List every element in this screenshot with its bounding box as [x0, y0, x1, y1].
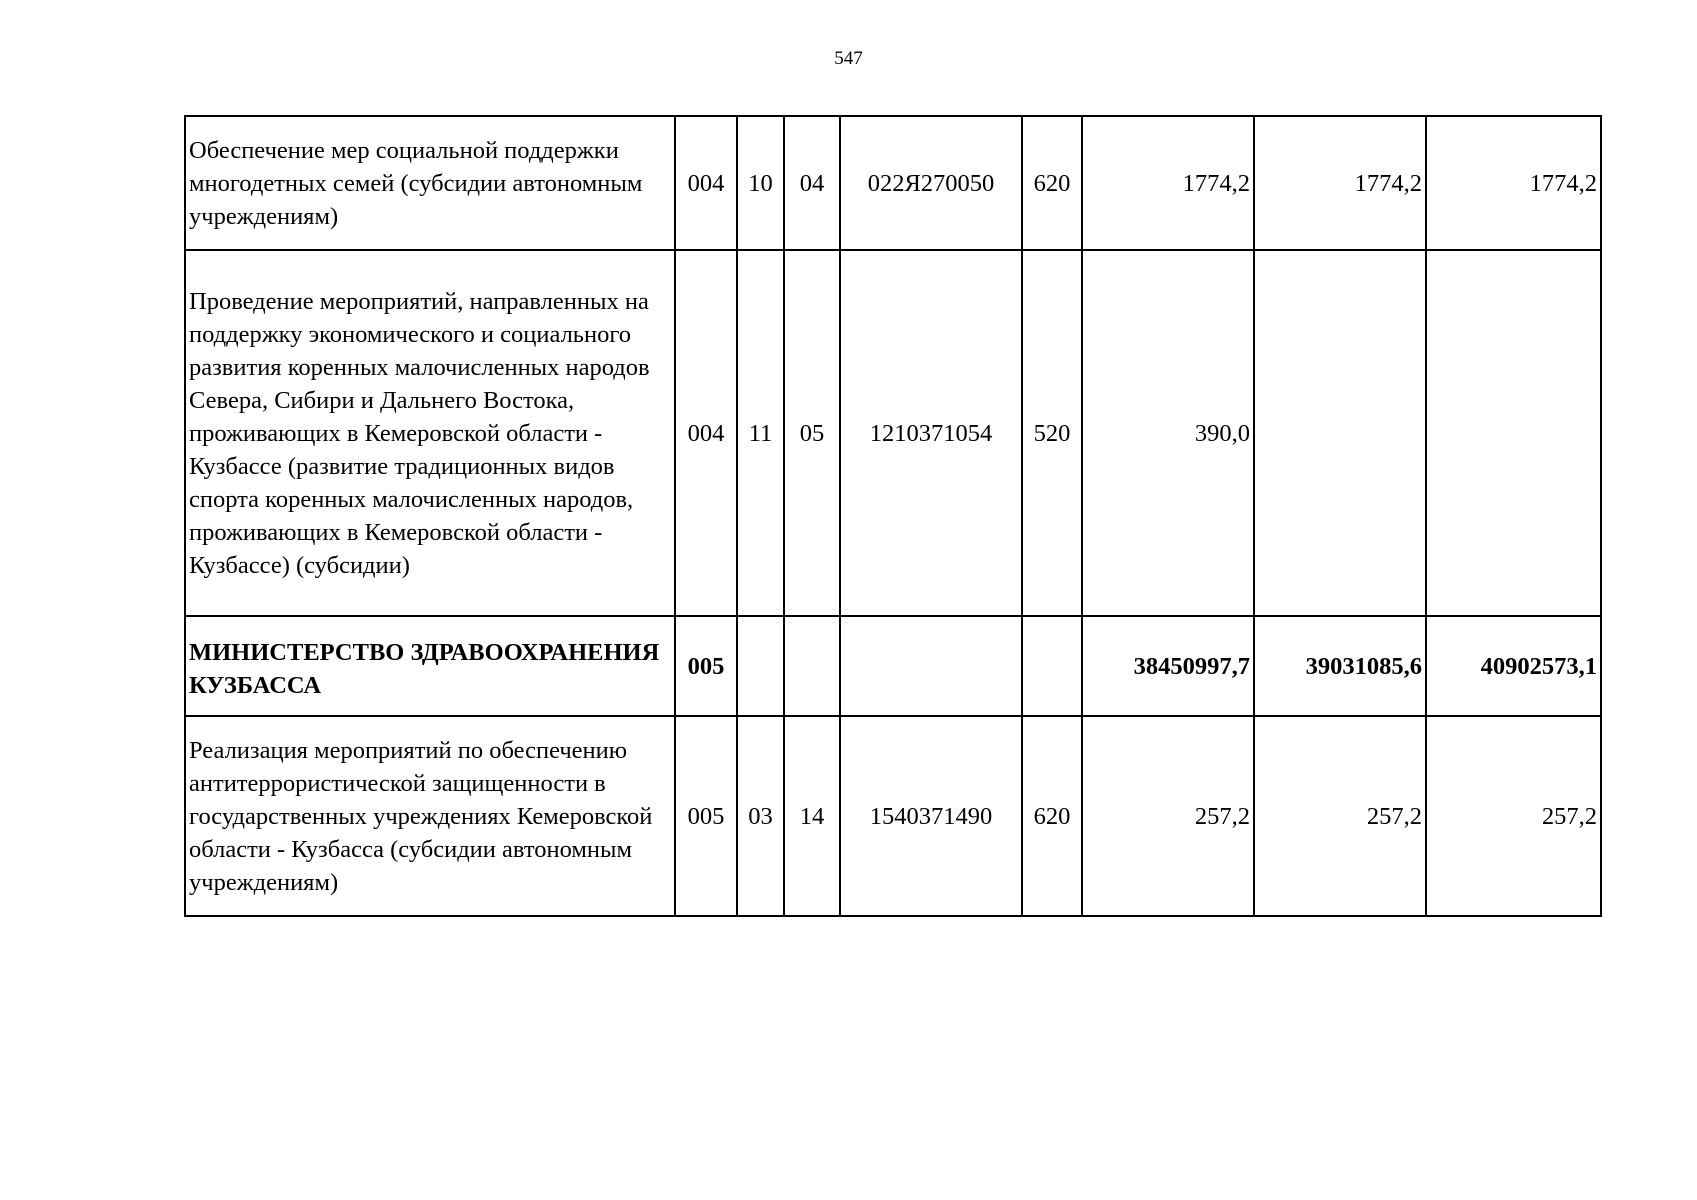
table-row [185, 250, 1601, 616]
amount-year-3: 40902573,1 [1426, 616, 1601, 716]
row-name: Обеспечение мер социальной поддержки многодетных семей (субсидии автономным учреждениям) [185, 116, 675, 250]
amount-year-3: 1774,2 [1426, 116, 1601, 250]
expense-type-code [1022, 616, 1082, 716]
ministry-code: 005 [675, 716, 737, 916]
amount-year-3 [1426, 250, 1601, 616]
subsection-code: 04 [784, 116, 840, 250]
subsection-code [784, 616, 840, 716]
ministry-code: 004 [675, 116, 737, 250]
section-code: 10 [737, 116, 784, 250]
amount-year-2: 257,2 [1254, 716, 1426, 916]
section-code [737, 616, 784, 716]
row-name: МИНИСТЕРСТВО ЗДРАВООХРАНЕНИЯ КУЗБАССА [185, 616, 675, 716]
subsection-code: 05 [784, 250, 840, 616]
table-row [185, 116, 1601, 250]
budget-table [184, 115, 1602, 917]
amount-year-1: 38450997,7 [1082, 616, 1254, 716]
ministry-code: 005 [675, 616, 737, 716]
amount-year-2: 1774,2 [1254, 116, 1426, 250]
amount-year-1: 390,0 [1082, 250, 1254, 616]
expense-type-code: 620 [1022, 716, 1082, 916]
page-number: 547 [834, 48, 863, 69]
amount-year-3: 257,2 [1426, 716, 1601, 916]
expense-type-code: 620 [1022, 116, 1082, 250]
amount-year-1: 1774,2 [1082, 116, 1254, 250]
target-article-code: 022Я270050 [840, 116, 1022, 250]
table-row-ministry-total [185, 616, 1601, 716]
amount-year-2: 39031085,6 [1254, 616, 1426, 716]
section-code: 03 [737, 716, 784, 916]
ministry-code: 004 [675, 250, 737, 616]
section-code: 11 [737, 250, 784, 616]
table-row [185, 716, 1601, 916]
target-article-code [840, 616, 1022, 716]
amount-year-1: 257,2 [1082, 716, 1254, 916]
row-name: Проведение мероприятий, направленных на поддержку экономического и социального развития коренных малочисленных народов Севера, Сибири и Дальнего Востока, проживающих в Кемеровской области - Кузбассе (развитие традиционных видов спорта коренных малочисленных народов, проживающих в Кемеровской области - Кузбассе) (субсидии) [185, 250, 675, 616]
target-article-code: 1210371054 [840, 250, 1022, 616]
amount-year-2 [1254, 250, 1426, 616]
target-article-code: 1540371490 [840, 716, 1022, 916]
subsection-code: 14 [784, 716, 840, 916]
row-name: Реализация мероприятий по обеспечению антитеррористической защищенности в государственных учреждениях Кемеровской области - Кузбасса (субсидии автономным учреждениям) [185, 716, 675, 916]
expense-type-code: 520 [1022, 250, 1082, 616]
